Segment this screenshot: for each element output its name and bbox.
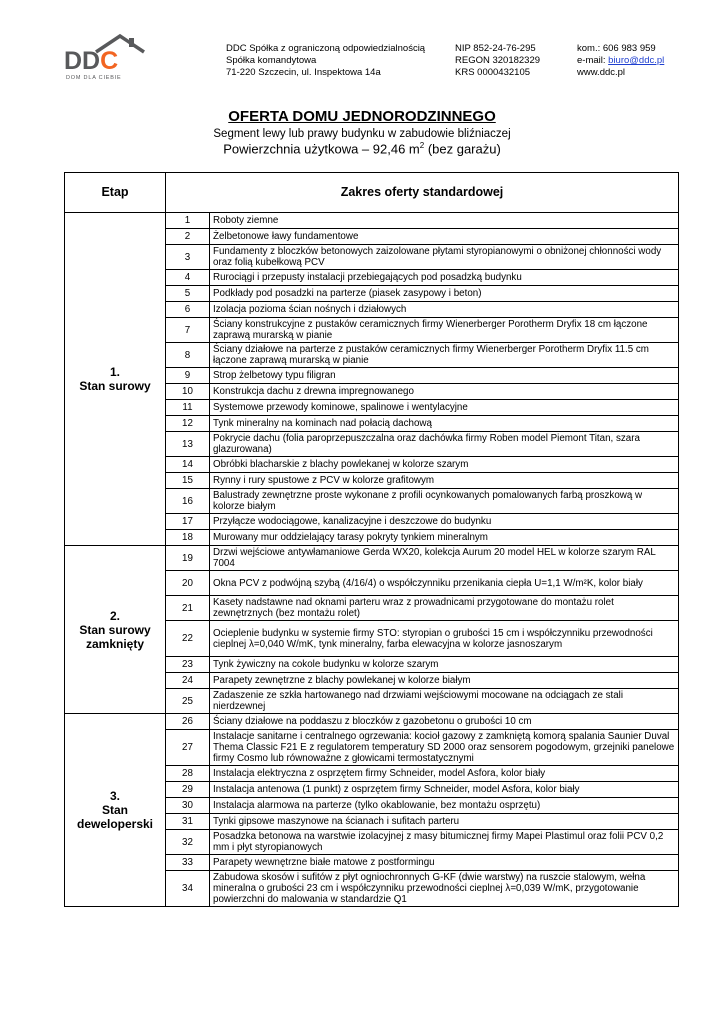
- offer-table: [64, 172, 679, 907]
- item-number: 32: [166, 830, 210, 855]
- regon: REGON 320182329: [455, 55, 541, 66]
- item-description: Systemowe przewody kominowe, spalinowe i wentylacyjne: [210, 400, 679, 416]
- ddc-logo-graphic: [62, 32, 154, 82]
- item-number: 8: [166, 343, 210, 368]
- table-header-row: [65, 173, 679, 213]
- stage-label: [65, 546, 166, 714]
- item-number: 24: [166, 673, 210, 689]
- item-description: Parapety wewnętrzne białe matowe z postformingu: [210, 855, 679, 871]
- company-address: 71-220 Szczecin, ul. Inspektowa 14a: [226, 67, 381, 78]
- item-number: 17: [166, 514, 210, 530]
- logo-tagline: DOM DLA CIEBIE: [66, 75, 122, 81]
- email-label: e-mail:: [577, 55, 609, 66]
- stage-label: [65, 714, 166, 907]
- item-description: Obróbki blacharskie z blachy powlekanej w kolorze szarym: [210, 457, 679, 473]
- item-number: 2: [166, 229, 210, 245]
- email-line: [577, 55, 664, 67]
- item-number: 20: [166, 571, 210, 596]
- item-description: Pokrycie dachu (folia paroprzepuszczalna oraz dachówka firmy Roben model Piemont Titan, szara glazurowana): [210, 432, 679, 457]
- item-number: 26: [166, 714, 210, 730]
- stage-label: [65, 213, 166, 546]
- area-tail: (bez garażu): [424, 141, 501, 157]
- header-stage: Etap: [65, 173, 166, 213]
- item-description: Murowany mur oddzielający tarasy pokryty tynkiem mineralnym: [210, 530, 679, 546]
- item-description: Zabudowa skosów i sufitów z płyt ogniochronnych G-KF (dwie warstwy) na ruszcie stalowym, wełna mineralna o grubości 23 cm i współczynniku przewodności cieplnej λ=0,039 W/mK, przygotowanie powierzchni do malowania w standardzie Q1: [210, 871, 679, 907]
- item-number: 16: [166, 489, 210, 514]
- item-number: 12: [166, 416, 210, 432]
- item-number: 28: [166, 766, 210, 782]
- item-description: Ocieplenie budynku w systemie firmy STO: styropian o grubości 15 cm i współczynniku przewodności cieplnej λ=0,040 W/mK, tynk mineralny, farba elewacyjna w kolorze jasnoszarym: [210, 621, 679, 657]
- item-description: Balustrady zewnętrzne proste wykonane z profili ocynkowanych pomalowanych farbą proszkową w kolorze białym: [210, 489, 679, 514]
- item-description: Zadaszenie ze szkła hartowanego nad drzwiami wejściowymi mocowane na odciągach ze stali nierdzewnej: [210, 689, 679, 714]
- item-description: Ściany działowe na poddaszu z bloczków z gazobetonu o grubości 10 cm: [210, 714, 679, 730]
- area-line: [0, 141, 724, 156]
- item-number: 22: [166, 621, 210, 657]
- item-number: 9: [166, 368, 210, 384]
- item-number: 29: [166, 782, 210, 798]
- contact-info: [577, 43, 664, 79]
- page-title: OFERTA DOMU JEDNORODZINNEGO: [228, 108, 496, 125]
- stage-label2: Stan surowy: [79, 622, 151, 637]
- item-description: Drzwi wejściowe antywłamaniowe Gerda WX20, kolekcja Aurum 20 model HEL w kolorze szarym RAL 7004: [210, 546, 679, 571]
- item-description: Żelbetonowe ławy fundamentowe: [210, 229, 679, 245]
- item-number: 6: [166, 302, 210, 318]
- stage-label2: Stan: [101, 803, 128, 817]
- item-description: Izolacja pozioma ścian nośnych i działowych: [210, 302, 679, 318]
- header-scope: Zakres oferty standardowej: [166, 173, 679, 213]
- subtitle: Segment lewy lub prawy budynku w zabudowie bliźniaczej: [213, 128, 511, 140]
- table-row: [65, 714, 679, 730]
- item-number: 30: [166, 798, 210, 814]
- item-number: 3: [166, 245, 210, 270]
- item-number: 21: [166, 596, 210, 621]
- stage-label1: 3.: [109, 789, 120, 803]
- item-description: Instalacja elektryczna z osprzętem firmy Schneider, model Asfora, kolor biały: [210, 766, 679, 782]
- phone: kom.: 606 983 959: [577, 43, 656, 54]
- item-number: 5: [166, 286, 210, 302]
- nip: NIP 852-24-76-295: [455, 43, 536, 54]
- item-description: Tynk mineralny na kominach nad połacią dachową: [210, 416, 679, 432]
- company-type: Spółka komandytowa: [226, 55, 317, 66]
- item-number: 11: [166, 400, 210, 416]
- stage-label1: 2.: [109, 608, 120, 623]
- company-logo: [62, 32, 154, 82]
- item-description: Ściany działowe na parterze z pustaków ceramicznych firmy Wienerberger Porotherm Dryfix 11.5 cm łączone zaprawą murarską w pianie: [210, 343, 679, 368]
- item-description: Konstrukcja dachu z drewna impregnowanego: [210, 384, 679, 400]
- stage-label3: zamknięty: [85, 636, 145, 651]
- table-row: [65, 213, 679, 229]
- item-description: Roboty ziemne: [210, 213, 679, 229]
- item-description: Instalacje sanitarne i centralnego ogrzewania: kocioł gazowy z zamkniętą komorą spalania Saunier Duval Thema Classic F21 E z regulatorem temperatury SD 2000 oraz sensorem pogodowym, grzejniki panelowe firmy Cosmo lub równoważne z głowicami termostatycznymi: [210, 730, 679, 766]
- item-number: 10: [166, 384, 210, 400]
- item-description: Ściany konstrukcyjne z pustaków ceramicznych firmy Wienerberger Porotherm Dryfix 18 cm łączone zaprawą murarską w pianie: [210, 318, 679, 343]
- item-number: 19: [166, 546, 210, 571]
- table-row: [65, 546, 679, 571]
- item-description: Okna PCV z podwójną szybą (4/16/4) o współczynniku przenikania ciepła U=1,1 W/m²K, kolor biały: [210, 571, 679, 596]
- item-number: 23: [166, 657, 210, 673]
- item-number: 18: [166, 530, 210, 546]
- area-text: Powierzchnia użytkowa – 92,46 m: [223, 141, 420, 157]
- stage-label1: 1.: [109, 365, 120, 379]
- item-description: Podkłady pod posadzki na parterze (piasek zasypowy i beton): [210, 286, 679, 302]
- item-number: 33: [166, 855, 210, 871]
- stage-label2: Stan surowy: [79, 379, 151, 393]
- item-description: Tynk żywiczny na cokole budynku w kolorze szarym: [210, 657, 679, 673]
- item-description: Instalacja alarmowa na parterze (tylko okablowanie, bez montażu osprzętu): [210, 798, 679, 814]
- item-description: Strop żelbetowy typu filigran: [210, 368, 679, 384]
- item-description: Przyłącze wodociągowe, kanalizacyjne i deszczowe do budynku: [210, 514, 679, 530]
- item-number: 13: [166, 432, 210, 457]
- email-link[interactable]: biuro@ddc.pl: [608, 55, 665, 66]
- item-description: Posadzka betonowa na warstwie izolacyjnej z masy bitumicznej firmy Mapei Plastimul oraz folii PCV 0,2 mm i płyt styropianowych: [210, 830, 679, 855]
- company-name: DDC Spółka z ograniczoną odpowiedzialnością: [226, 43, 426, 54]
- item-description: Fundamenty z bloczków betonowych zaizolowane płytami styropianowymi o obniżonej chłonności wody oraz folią kubełkową PCV: [210, 245, 679, 270]
- item-description: Parapety zewnętrzne z blachy powlekanej w kolorze białym: [210, 673, 679, 689]
- item-number: 31: [166, 814, 210, 830]
- item-description: Instalacja antenowa (1 punkt) z osprzętem firmy Schneider, model Asfora, kolor biały: [210, 782, 679, 798]
- item-number: 14: [166, 457, 210, 473]
- item-description: Kasety nadstawne nad oknami parteru wraz z prowadnicami przygotowane do montażu rolet zewnętrznych (bez montażu rolet): [210, 596, 679, 621]
- company-info: [226, 43, 425, 79]
- item-number: 4: [166, 270, 210, 286]
- item-number: 27: [166, 730, 210, 766]
- item-description: Rurociągi i przepusty instalacji przebiegających pod posadzką budynku: [210, 270, 679, 286]
- item-description: Rynny i rury spustowe z PCV w kolorze grafitowym: [210, 473, 679, 489]
- item-number: 7: [166, 318, 210, 343]
- item-number: 15: [166, 473, 210, 489]
- item-number: 1: [166, 213, 210, 229]
- item-number: 34: [166, 871, 210, 907]
- area-unit-sup: 2: [419, 141, 425, 150]
- stage-label3: deweloperski: [76, 817, 154, 831]
- website: www.ddc.pl: [577, 67, 626, 78]
- item-number: 25: [166, 689, 210, 714]
- logo-text: DDC: [64, 47, 119, 75]
- item-description: Tynki gipsowe maszynowe na ścianach i sufitach parteru: [210, 814, 679, 830]
- registration-info: [455, 43, 540, 79]
- krs: KRS 0000432105: [455, 67, 531, 78]
